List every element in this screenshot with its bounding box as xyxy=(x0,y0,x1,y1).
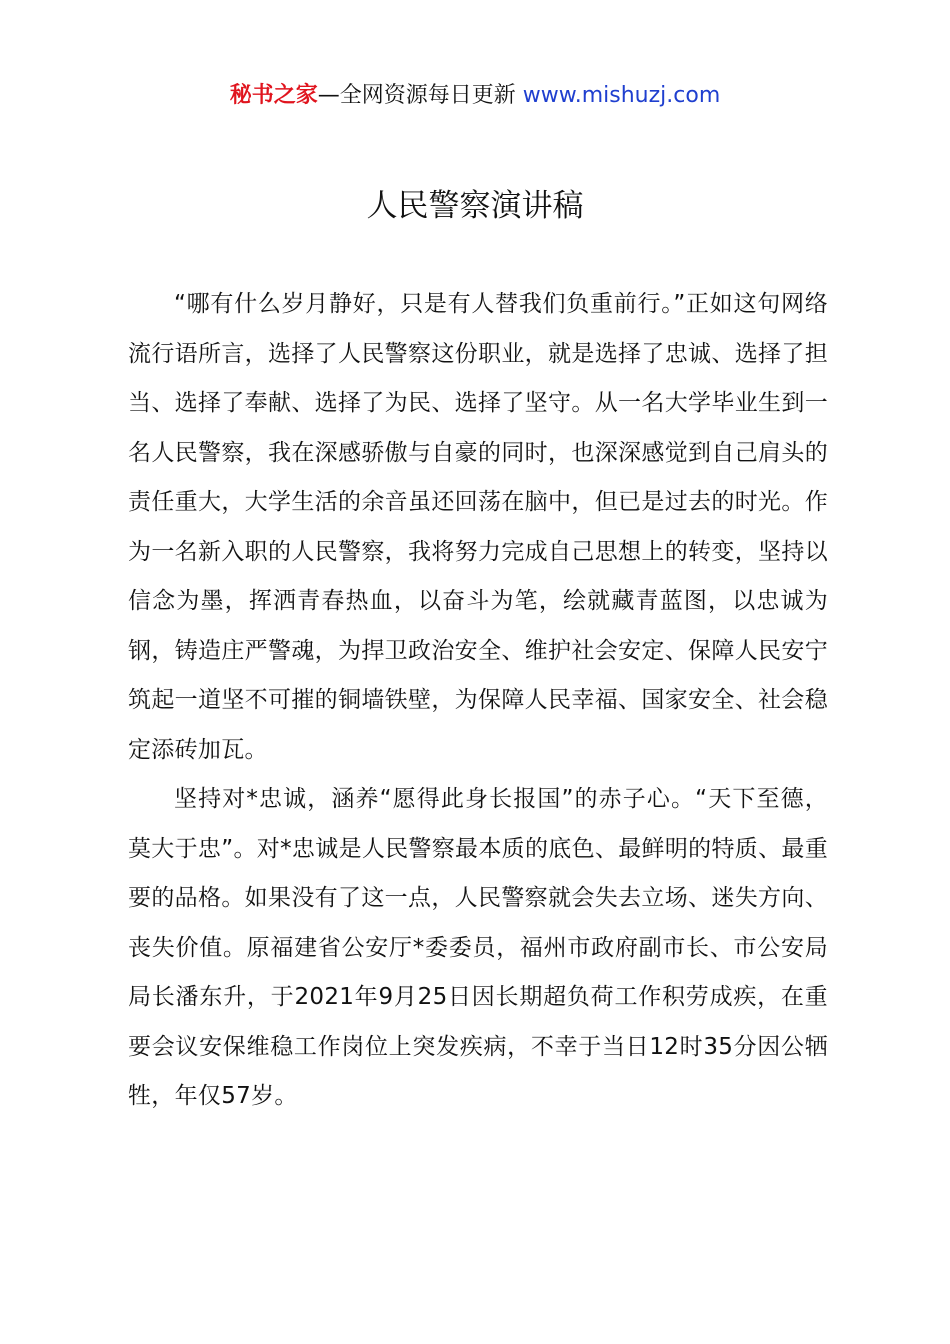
header-slogan: —全网资源每日更新 xyxy=(317,83,523,108)
paragraph: “哪有什么岁月静好，只是有人替我们负重前行。”正如这句网络流行语所言，选择了人民警察这份职业，就是选择了忠诚、选择了担当、选择了奉献、选择了为民、选择了坚守。从一名大学毕业生到一名人民警察，我在深感骄傲与自豪的同时，也深深感觉到自己肩头的责任重大，大学生活的余音虽还回荡在脑中，但已是过去的时光。作为一名新入职的人民警察，我将努力完成自己思想上的转变，坚持以信念为墨，挥洒青春热血，以奋斗为笔，绘就藏青蓝图，以忠诚为钢，铸造庄严警魂，为捍卫政治安全、维护社会安定、保障人民安宁筑起一道坚不可摧的铜墙铁壁，为保障人民幸福、国家安全、社会稳定添砖加瓦。 xyxy=(128,291,828,763)
document-title: 人民警察演讲稿 xyxy=(366,188,584,224)
paragraph: 坚持对*忠诚，涵养“愿得此身长报国”的赤子心。“天下至德，莫大于忠”。对*忠诚是人民警察最本质的底色、最鲜明的特质、最重要的品格。如果没有了这一点，人民警察就会失去立场、迷失方向、丧失价值。原福建省公安厅*委委员，福州市政府副市长、市公安局局长潘东升，于2021年9月25日因长期超负荷工作积劳成疾，在重要会议安保维稳工作岗位上突发疾病，不幸于当日12时35分因公牺牲，年仅57岁。 xyxy=(128,786,828,1109)
website-link[interactable]: www.mishuzj.com xyxy=(522,83,721,108)
page-header xyxy=(0,80,950,112)
document-body xyxy=(128,280,828,1122)
brand-name: 秘书之家 xyxy=(229,83,318,108)
